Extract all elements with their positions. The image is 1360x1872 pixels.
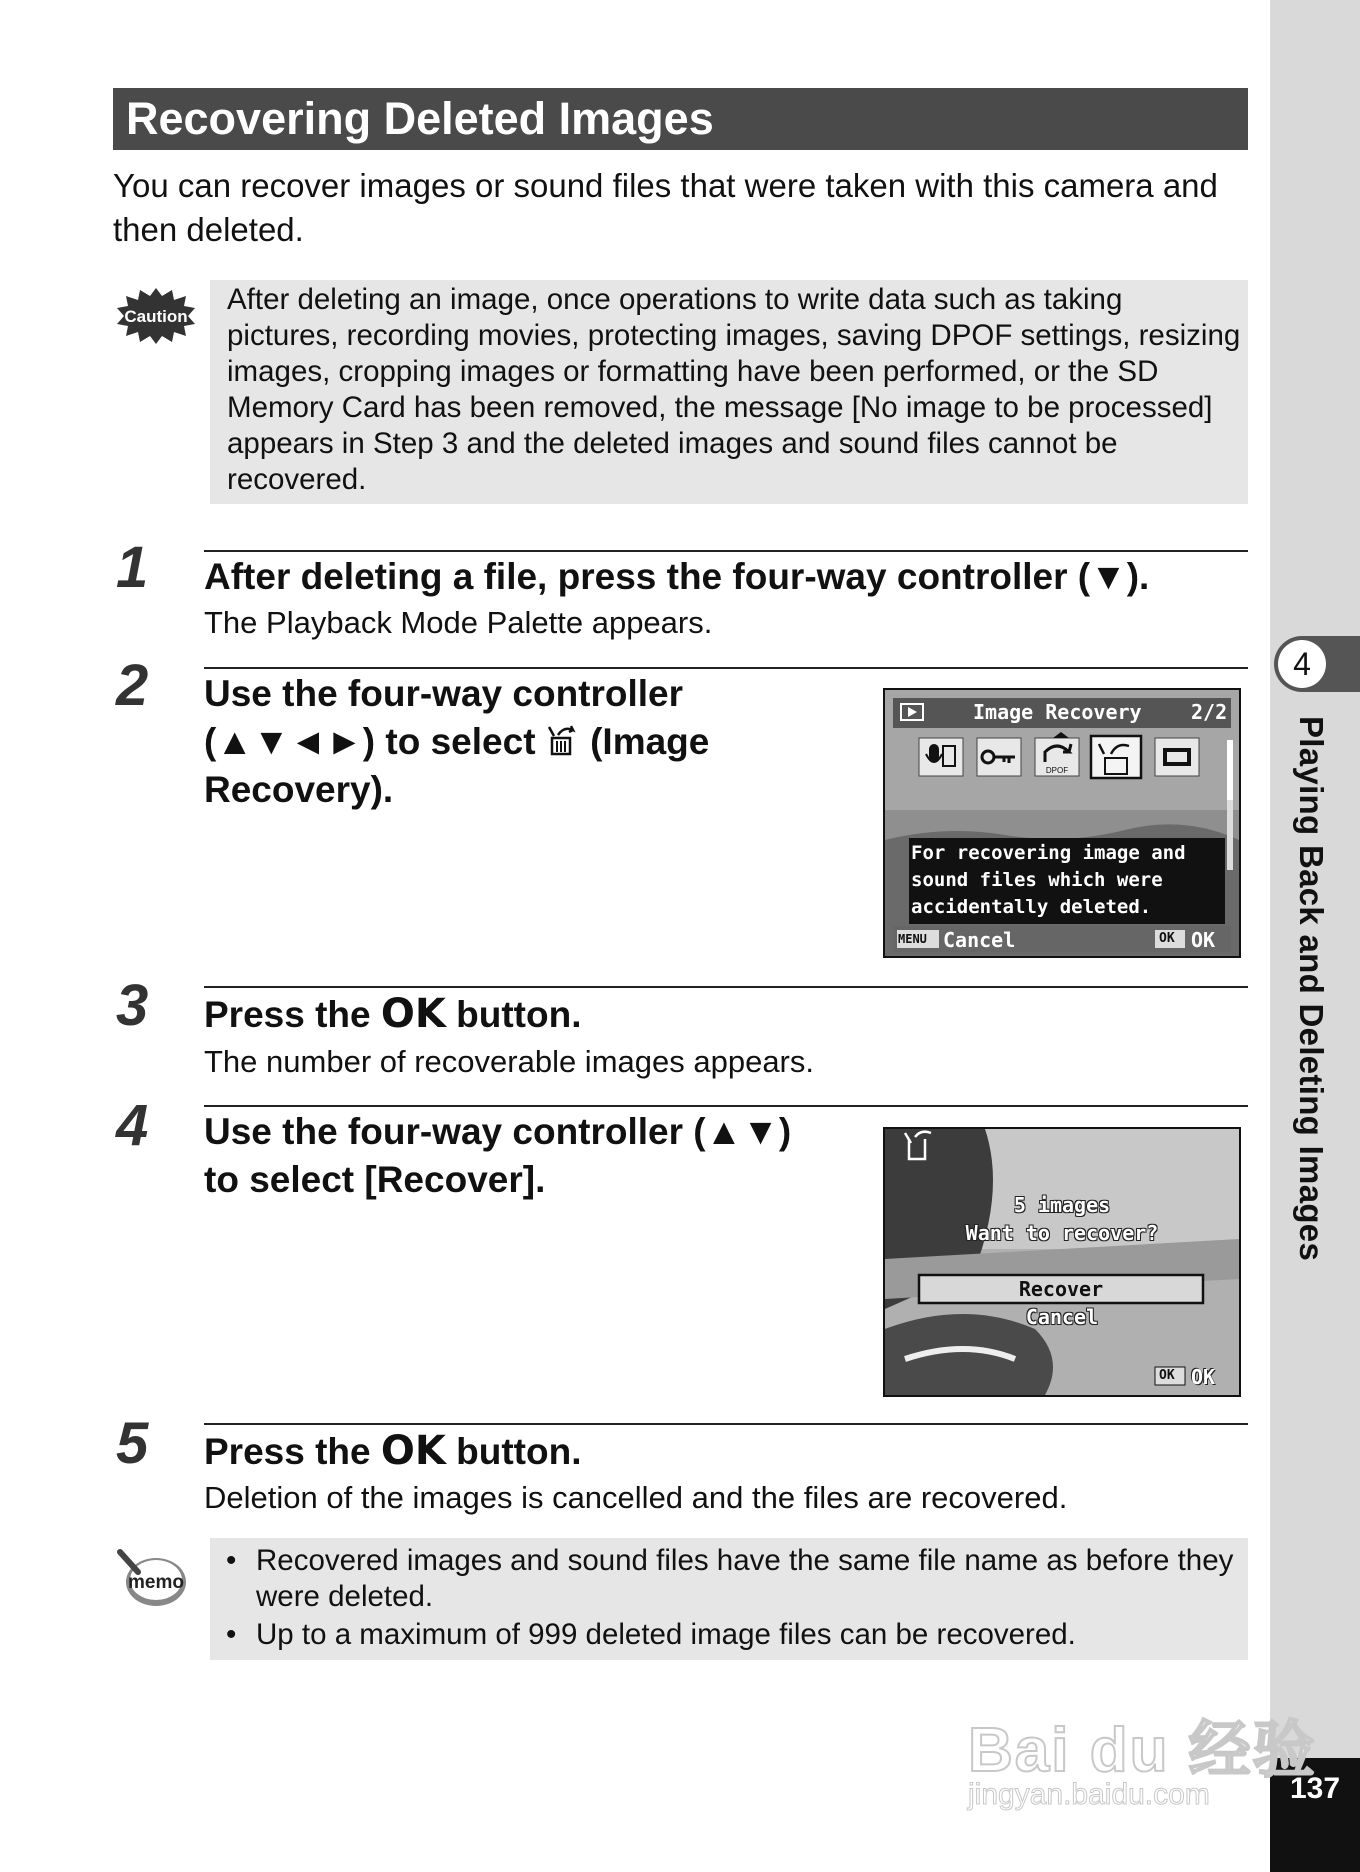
step-5-heading-pre: Press the xyxy=(204,1431,381,1472)
screen-image-recovery xyxy=(883,688,1241,958)
screen-1-ok-key: OK xyxy=(1159,931,1175,946)
menu-key: MENU xyxy=(898,932,927,946)
step-3-subtext: The number of recoverable images appears. xyxy=(204,1044,814,1079)
caution-icon xyxy=(116,286,196,346)
page-title: Recovering Deleted Images xyxy=(126,93,714,144)
screen-2-ok-key: OK xyxy=(1159,1368,1175,1383)
screen-2-count: 5 images xyxy=(1013,1193,1111,1217)
step-3-number: 3 xyxy=(116,973,149,1038)
chapter-number: 4 xyxy=(1278,640,1326,688)
watermark-url: jingyan.baidu.com xyxy=(968,1778,1210,1811)
memo-bullet-2: • xyxy=(226,1618,237,1651)
step-3-rule xyxy=(204,986,1248,988)
screen-1-help-line1: For recovering image and xyxy=(911,842,1186,864)
step-2-heading-line2a: (▲▼◄►) to select xyxy=(204,721,546,762)
step-2-heading-line2 xyxy=(204,718,709,766)
page-number: 137 xyxy=(1289,1772,1341,1805)
step-3-heading xyxy=(204,990,581,1039)
screen-1-help-line2: sound files which were xyxy=(911,869,1163,891)
step-2-rule xyxy=(204,667,1248,669)
screen-recover-confirm xyxy=(883,1127,1241,1397)
dpof-label: DPOF xyxy=(1045,766,1069,775)
step-5-ok: OK xyxy=(380,1428,446,1474)
screen-1-cancel: Cancel xyxy=(943,928,1016,952)
step-4-number: 4 xyxy=(116,1093,149,1158)
step-5-subtext: Deletion of the images is cancelled and the files are recovered. xyxy=(204,1480,1068,1515)
screen-2-question: Want to recover? xyxy=(965,1221,1159,1245)
memo-item-2: Up to a maximum of 999 deleted image files can be recovered. xyxy=(256,1618,1076,1651)
screen-1-title: Image Recovery xyxy=(973,700,1142,724)
memo-icon xyxy=(116,1548,188,1610)
step-2-heading-line3: Recovery). xyxy=(204,769,394,810)
step-4-heading-line1: Use the four-way controller (▲▼) xyxy=(204,1111,792,1152)
memo-bullet-1: • xyxy=(226,1544,237,1577)
step-1-heading: After deleting a file, press the four-way controller (▼). xyxy=(204,556,1150,597)
step-3-heading-pre: Press the xyxy=(204,994,381,1035)
intro-text: You can recover images or sound files that were taken with this camera and then deleted. xyxy=(113,167,1218,248)
step-5-heading xyxy=(204,1427,581,1476)
step-4-rule xyxy=(204,1105,1248,1107)
caution-icon-label: Caution xyxy=(124,307,188,326)
chapter-title: Playing Back and Deleting Images xyxy=(1293,716,1330,1262)
step-4-heading-line2: to select [Recover]. xyxy=(204,1159,546,1200)
step-5-heading-post: button. xyxy=(445,1431,582,1472)
step-3-ok: OK xyxy=(380,991,446,1037)
step-2-number: 2 xyxy=(116,653,149,718)
screen-1-help-line3: accidentally deleted. xyxy=(911,896,1152,918)
step-2-heading-line2b: (Image xyxy=(579,721,710,762)
step-5-rule xyxy=(204,1423,1248,1425)
memo-item-1: Recovered images and sound files have the same file name as before they were deleted. xyxy=(256,1544,1234,1613)
caution-text: After deleting an image, once operations to write data such as taking pictures, recording movies, protecting images, saving DPOF settings, resizing images, cropping images or formatting have been performed, or the SD Memory Card has been removed, the message [No image to be processed] appears in Step 3 and the deleted images and sound files cannot be recovered. xyxy=(227,283,1241,496)
option-cancel[interactable]: Cancel xyxy=(1025,1305,1099,1329)
option-recover[interactable]: Recover xyxy=(1018,1277,1104,1301)
watermark-brand: Bai du 经验 xyxy=(968,1716,1317,1785)
image-recovery-icon xyxy=(546,724,580,758)
screen-2-ok-label: OK xyxy=(1191,1365,1216,1389)
screen-2-background xyxy=(885,1129,1239,1395)
step-5-number: 5 xyxy=(116,1411,149,1476)
step-2-heading-line1: Use the four-way controller xyxy=(204,673,684,714)
step-1-number: 1 xyxy=(116,535,149,600)
step-3-heading-post: button. xyxy=(445,994,582,1035)
step-1-rule xyxy=(204,550,1248,552)
step-1-subtext: The Playback Mode Palette appears. xyxy=(204,605,713,640)
screen-1-ok-label: OK xyxy=(1191,928,1216,952)
screen-1-page: 2/2 xyxy=(1191,700,1228,724)
memo-icon-label: memo xyxy=(128,1572,184,1593)
